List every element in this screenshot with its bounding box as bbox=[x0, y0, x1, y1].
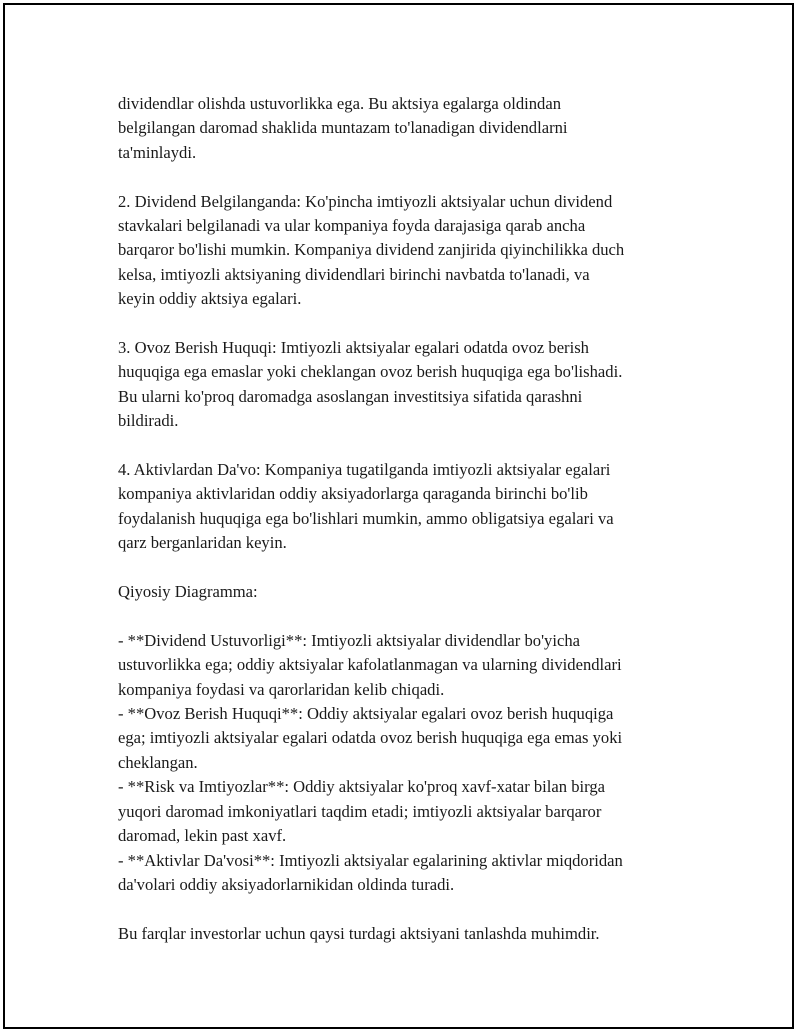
paragraph-gap bbox=[118, 604, 698, 628]
intro-paragraph: dividendlar olishda ustuvorlikka ega. Bu aktsiya egalarga oldindan belgilangan daromad shaklida muntazam to'lanadigan dividendlarni ta'minlaydi. bbox=[118, 94, 568, 162]
paragraph-gap bbox=[118, 312, 698, 336]
paragraph-gap bbox=[118, 165, 698, 189]
bullet-dividend-priority: - **Dividend Ustuvorligi**: Imtiyozli aktsiyalar dividendlar bo'yicha ustuvorlikka ega; oddiy aktsiyalar kafolatlanmagan va ularning dividendlari kompaniya foydasi va qarorlaridan kelib chiqadi. bbox=[118, 630, 622, 699]
conclusion-paragraph: Bu farqlar investorlar uchun qaysi turdagi aktsiyani tanlashda muhimdir. bbox=[118, 923, 600, 943]
paragraph-gap bbox=[118, 897, 698, 921]
point-voting-paragraph: 3. Ovoz Berish Huquqi: Imtiyozli aktsiyalar egalari odatda ovoz berish huquqiga ega emaslar yoki cheklangan ovoz berish huquqiga ega bo'lishadi. Bu ularni ko'proq daromadga asoslangan investitsiya sifatida qarashni bildiradi. bbox=[118, 338, 623, 431]
bullet-asset-claims: - **Aktivlar Da'vosi**: Imtiyozli aktsiyalar egalarining aktivlar miqdoridan da'volari oddiy aksiyadorlarnikidan oldinda turadi. bbox=[118, 850, 623, 894]
diagram-heading: Qiyosiy Diagramma: bbox=[118, 582, 258, 602]
point-dividend-paragraph: 2. Dividend Belgilanganda: Ko'pincha imtiyozli aktsiyalar uchun dividend stavkalari belgilanadi va ular kompaniya foyda darajasiga qarab ancha barqaror bo'lishi mumkin. Kompaniya dividend zanjirida qiyinchilikka duch kelsa, imtiyozli aktsiyaning dividendlari birinchi navbatda to'lanadi, va keyin oddiy aktsiya egalari. bbox=[118, 191, 625, 309]
bullet-voting-rights: - **Ovoz Berish Huquqi**: Oddiy aktsiyalar egalari ovoz berish huquqiga ega; imtiyozli aktsiyalar egalari odatda ovoz berish huquqiga ega emas yoki cheklangan. bbox=[118, 704, 623, 772]
paragraph-gap bbox=[118, 434, 698, 458]
bullet-risk-rewards: - **Risk va Imtiyozlar**: Oddiy aktsiyalar ko'proq xavf-xatar bilan birga yuqori daromad imkoniyatlari taqdim etadi; imtiyozli aktsiyalar barqaror daromad, lekin past xavf. bbox=[118, 777, 606, 846]
point-assets-paragraph: 4. Aktivlardan Da'vo: Kompaniya tugatilganda imtiyozli aktsiyalar egalari kompaniya aktivlaridan oddiy aksiyadorlarga qaraganda birinchi bo'lib foydalanish huquqiga ega bo'lishlari mumkin, ammo obligatsiya egalari va qarz berganlaridan keyin. bbox=[118, 460, 614, 553]
document-body bbox=[118, 92, 698, 946]
paragraph-gap bbox=[118, 556, 698, 580]
